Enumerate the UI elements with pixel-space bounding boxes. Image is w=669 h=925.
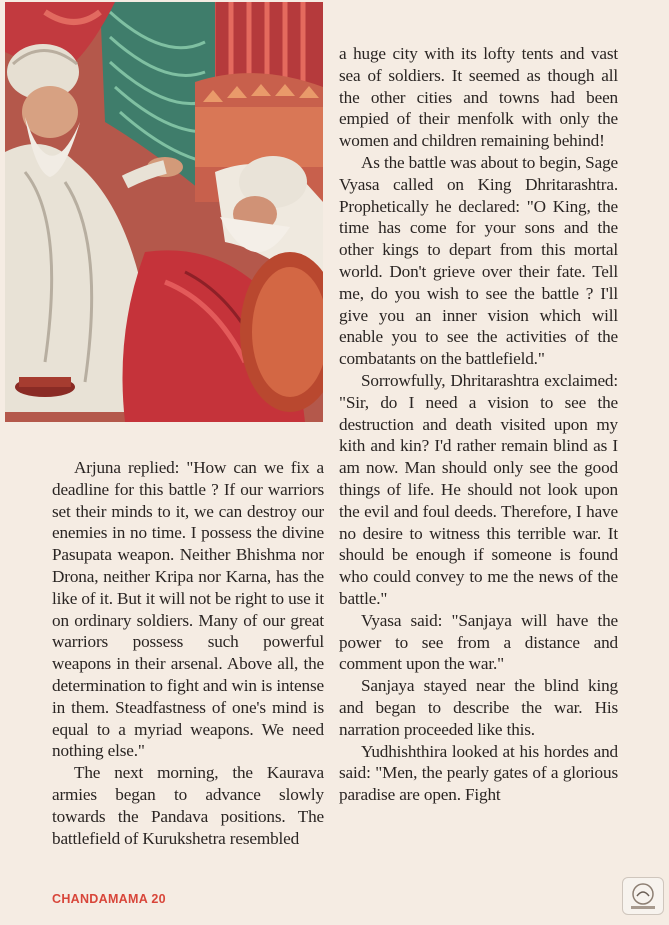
paragraph: Arjuna replied: "How can we fix a deadline for this battle ? If our warriors set their minds to it, we can destroy our enemies in no time. I possess the divine Pasupata weapon. Neither Bhishma nor Drona, neither Kripa nor Karna, has the like of it. But it will not be right to use it on ordinary soldiers. Many of our great warriors possess such powerful weapons in their arsenal. Above all, the determination to fight and win is intense in them. Steadfastness of one's mind is equal to a myriad weapons. We need nothing else." [52,458,324,761]
paragraph: Yudhishthira looked at his hordes and said: "Men, the pearly gates of a glorious paradise are open. Fight [339,741,618,805]
paragraph: Sanjaya stayed near the blind king and began to describe the war. His narration proceeded like this. [339,676,618,739]
paragraph: Vyasa said: "Sanjaya will have the power to see from a distance and comment upon the war." [339,610,618,674]
right-text-column [339,43,618,806]
left-text-column [52,457,324,849]
paragraph: Sorrowfully, Dhritarashtra exclaimed: "Sir, do I need a vision to see the destruction and death visited upon my kith and kin? I'd rather remain blind as I am now. Man should only see the good things of life. He should not look upon the evil and foul deeds. Therefore, I have no desire to witness this terrible war. It should be enough if someone is found who could convey to me the news of the battle." [339,370,618,608]
page-footer-label: CHANDAMAMA 20 [52,892,166,906]
sages-conversation-illustration [5,2,323,422]
scan-logo-icon [622,877,664,915]
paragraph: The next morning, the Kaurava armies began to advance slowly towards the Pandava positions. The battlefield of Kurukshetra resembled [52,763,324,848]
paragraph: a huge city with its lofty tents and vast sea of soldiers. It seemed as though all the other cities and towns had been empied of their menfolk with only the women and children remaining behind! [339,44,618,151]
paragraph: As the battle was about to begin, Sage Vyasa called on King Dhritarashtra. Prophetically he declared: "O King, the time has come for your sons and the other kings to depart from this mortal world. Don't grieve over their fate. Tell me, do you wish to see the battle ? I'll give you an inner vision which will enable you to see the activities of the combatants on the battlefield." [339,152,618,369]
